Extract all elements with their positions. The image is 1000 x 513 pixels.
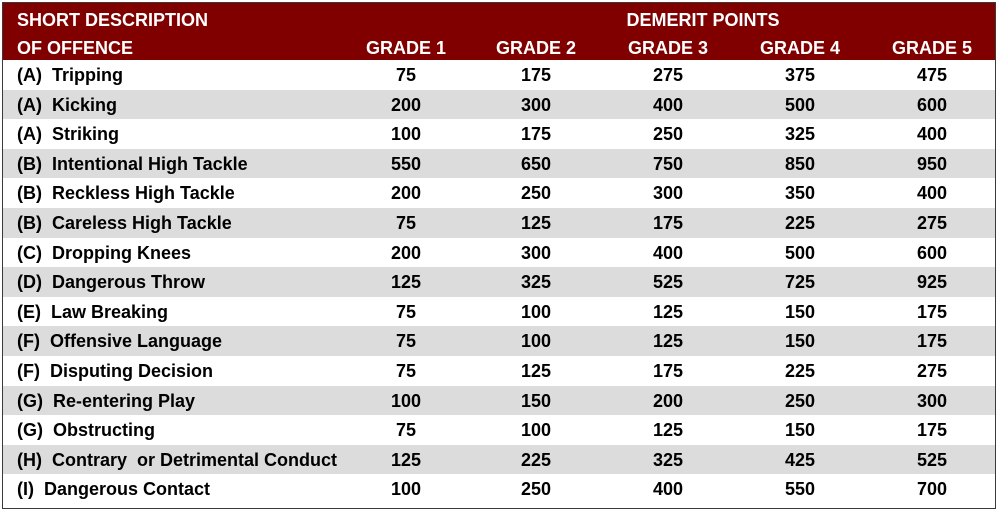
grade-3-points: 125 — [652, 331, 684, 352]
offence-description: (G) Obstructing — [17, 420, 155, 441]
grade-3-points: 300 — [652, 183, 684, 204]
table-row — [3, 119, 995, 149]
grade-3-points: 400 — [652, 479, 684, 500]
grade-1-points: 200 — [390, 94, 422, 115]
grade-4-points: 325 — [784, 124, 816, 145]
grade-2-points: 300 — [520, 242, 552, 263]
grade-2-points: 250 — [520, 183, 552, 204]
offence-description: (G) Re-entering Play — [17, 390, 196, 411]
grade-4-points: 225 — [784, 360, 816, 381]
grade-4-points: 375 — [784, 65, 816, 85]
grade-2-points: 100 — [520, 301, 552, 322]
grade-3-points: 250 — [652, 124, 684, 145]
grade-3-points: 125 — [652, 301, 684, 322]
table-row — [3, 297, 995, 327]
table-row — [3, 90, 995, 120]
grade-4-points: 250 — [784, 390, 816, 411]
table-row — [3, 208, 995, 238]
offence-description: (F) Offensive Language — [17, 331, 223, 352]
table-row — [3, 356, 995, 386]
table-row — [3, 474, 995, 504]
grade-3-points: 400 — [652, 94, 684, 115]
grade-3-points: 175 — [652, 360, 684, 381]
header-description-line1: SHORT DESCRIPTION — [17, 10, 209, 30]
header-grade-3: GRADE 3 — [627, 38, 708, 58]
table-header — [3, 3, 995, 60]
grade-1-points: 100 — [390, 124, 422, 145]
grade-1-points: 200 — [390, 242, 422, 263]
grade-1-points: 100 — [390, 390, 422, 411]
header-demerit-points: DEMERIT POINTS — [626, 10, 780, 30]
grade-2-points: 225 — [520, 449, 552, 470]
grade-3-points: 525 — [652, 272, 684, 293]
grade-4-points: 150 — [784, 331, 816, 352]
offence-description: (A) Kicking — [17, 94, 118, 115]
grade-2-points: 125 — [520, 212, 552, 233]
grade-1-points: 100 — [390, 479, 422, 500]
grade-4-points: 225 — [784, 212, 816, 233]
header-grade-5: GRADE 5 — [891, 38, 972, 58]
header-grade-4: GRADE 4 — [759, 38, 840, 58]
grade-4-points: 350 — [784, 183, 816, 204]
offence-description: (H) Contrary or Detrimental Conduct — [17, 449, 338, 470]
offence-description: (D) Dangerous Throw — [17, 272, 205, 293]
offence-description: (B) Careless High Tackle — [17, 212, 232, 233]
grade-3-points: 400 — [652, 242, 684, 263]
grade-2-points: 150 — [520, 390, 552, 411]
grade-5-points: 275 — [916, 360, 948, 381]
grade-2-points: 650 — [520, 153, 552, 174]
demerit-points-table — [2, 2, 996, 509]
offence-description: (C) Dropping Knees — [17, 242, 191, 263]
grade-5-points: 600 — [916, 242, 948, 263]
grade-2-points: 325 — [520, 272, 552, 293]
grade-3-points: 125 — [652, 420, 684, 441]
table-row — [3, 326, 995, 356]
grade-2-points: 300 — [520, 94, 552, 115]
grade-1-points: 125 — [390, 272, 422, 293]
grade-3-points: 275 — [652, 65, 684, 85]
grade-5-points: 275 — [916, 212, 948, 233]
grade-5-points: 300 — [916, 390, 948, 411]
offence-description: (A) Striking — [17, 124, 119, 145]
grade-2-points: 125 — [520, 360, 552, 381]
grade-1-points: 75 — [395, 65, 417, 85]
grade-3-points: 750 — [652, 153, 684, 174]
offence-description: (I) Dangerous Contact — [17, 479, 211, 500]
table-body — [3, 60, 995, 504]
grade-1-points: 75 — [395, 212, 417, 233]
grade-1-points: 75 — [395, 420, 417, 441]
grade-2-points: 100 — [520, 420, 552, 441]
grade-1-points: 125 — [390, 449, 422, 470]
grade-5-points: 175 — [916, 301, 948, 322]
grade-2-points: 250 — [520, 479, 552, 500]
grade-5-points: 525 — [916, 449, 948, 470]
offence-description: (A) Tripping — [17, 65, 123, 85]
grade-5-points: 925 — [916, 272, 948, 293]
grade-5-points: 400 — [916, 183, 948, 204]
grade-4-points: 425 — [784, 449, 816, 470]
table-row — [3, 267, 995, 297]
grade-3-points: 325 — [652, 449, 684, 470]
table-row — [3, 60, 995, 90]
offence-description: (B) Reckless High Tackle — [17, 183, 235, 204]
grade-4-points: 550 — [784, 479, 816, 500]
grade-2-points: 100 — [520, 331, 552, 352]
grade-1-points: 75 — [395, 360, 417, 381]
grade-4-points: 500 — [784, 94, 816, 115]
grade-1-points: 200 — [390, 183, 422, 204]
grade-1-points: 550 — [390, 153, 422, 174]
table-row — [3, 445, 995, 475]
grade-1-points: 75 — [395, 331, 417, 352]
grade-4-points: 725 — [784, 272, 816, 293]
grade-5-points: 950 — [916, 153, 948, 174]
header-description-line2: OF OFFENCE — [17, 38, 133, 58]
header-grade-1: GRADE 1 — [365, 38, 446, 58]
grade-3-points: 175 — [652, 212, 684, 233]
grade-4-points: 150 — [784, 301, 816, 322]
grade-4-points: 500 — [784, 242, 816, 263]
offence-description: (B) Intentional High Tackle — [17, 153, 248, 174]
table-row — [3, 415, 995, 445]
grade-3-points: 200 — [652, 390, 684, 411]
grade-5-points: 400 — [916, 124, 948, 145]
grade-5-points: 700 — [916, 479, 948, 500]
header-grade-2: GRADE 2 — [495, 38, 576, 58]
table-row — [3, 386, 995, 416]
grade-4-points: 150 — [784, 420, 816, 441]
offence-description: (F) Disputing Decision — [17, 360, 213, 381]
grade-5-points: 175 — [916, 420, 948, 441]
grade-5-points: 600 — [916, 94, 948, 115]
grade-5-points: 175 — [916, 331, 948, 352]
grade-2-points: 175 — [520, 65, 552, 85]
grade-5-points: 475 — [916, 65, 948, 85]
offence-description: (E) Law Breaking — [17, 301, 169, 322]
grade-4-points: 850 — [784, 153, 816, 174]
table-row — [3, 178, 995, 208]
table-row — [3, 238, 995, 268]
grade-2-points: 175 — [520, 124, 552, 145]
table-row — [3, 149, 995, 179]
grade-1-points: 75 — [395, 301, 417, 322]
